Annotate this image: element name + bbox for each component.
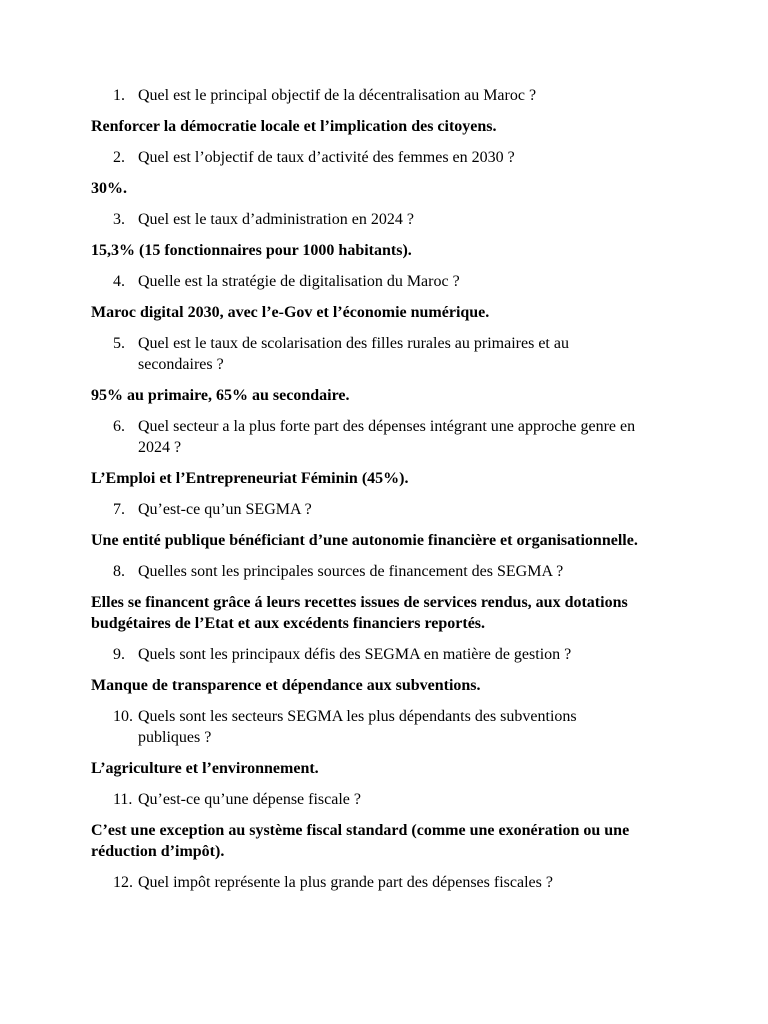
question-number: 3.	[113, 211, 125, 228]
answer-text: Une entité publique bénéficiant d’une autonomie financière et organisationnelle.	[91, 532, 638, 549]
answer-text: Manque de transparence et dépendance aux subventions.	[91, 677, 481, 694]
question-number: 9.	[113, 646, 125, 663]
question-text: Qu’est-ce qu’un SEGMA ?	[138, 501, 312, 518]
question-item	[91, 271, 638, 292]
question-item	[91, 644, 638, 665]
answer-text: Maroc digital 2030, avec l’e-Gov et l’économie numérique.	[91, 304, 490, 321]
question-item	[91, 85, 638, 106]
question-item	[91, 333, 638, 375]
question-text: Qu’est-ce qu’une dépense fiscale ?	[138, 791, 361, 808]
question-item	[91, 147, 638, 168]
question-text: Quel est l’objectif de taux d’activité des femmes en 2030 ?	[138, 149, 515, 166]
question-number: 2.	[113, 149, 125, 166]
answer-text: Elles se financent grâce á leurs recettes issues de services rendus, aux dotations budgétaires de l’Etat et aux excédents financiers reportés.	[91, 594, 628, 632]
question-item	[91, 499, 638, 520]
question-number: 10.	[113, 708, 133, 725]
answer-text: C’est une exception au système fiscal standard (comme une exonération ou une réduction d’impôt).	[91, 822, 630, 860]
question-number: 12.	[113, 874, 133, 891]
question-number: 1.	[113, 87, 125, 104]
question-item	[91, 416, 638, 458]
question-item	[91, 209, 638, 230]
question-text: Quels sont les principaux défis des SEGMA en matière de gestion ?	[138, 646, 572, 663]
question-item	[91, 561, 638, 582]
question-text: Quelle est la stratégie de digitalisation du Maroc ?	[138, 273, 460, 290]
answer-text: 15,3% (15 fonctionnaires pour 1000 habitants).	[91, 242, 412, 259]
question-text: Quel est le principal objectif de la décentralisation au Maroc ?	[138, 87, 537, 104]
answer-text: 95% au primaire, 65% au secondaire.	[91, 387, 350, 404]
question-text: Quels sont les secteurs SEGMA les plus dépendants des subventions publiques ?	[138, 708, 577, 746]
answer-text: L’Emploi et l’Entrepreneuriat Féminin (45%).	[91, 470, 409, 487]
question-text: Quel secteur a la plus forte part des dépenses intégrant une approche genre en 2024 ?	[138, 418, 636, 456]
question-number: 5.	[113, 335, 125, 352]
question-text: Quel est le taux de scolarisation des filles rurales au primaires et au secondaires ?	[138, 335, 569, 373]
answer-text: Renforcer la démocratie locale et l’implication des citoyens.	[91, 118, 497, 135]
answer-text: L’agriculture et l’environnement.	[91, 760, 319, 777]
answer-text: 30%.	[91, 180, 127, 197]
question-number: 8.	[113, 563, 125, 580]
question-number: 4.	[113, 273, 125, 290]
question-item	[91, 872, 638, 893]
question-text: Quel impôt représente la plus grande part des dépenses fiscales ?	[138, 874, 553, 891]
question-text: Quel est le taux d’administration en 2024 ?	[138, 211, 414, 228]
question-number: 6.	[113, 418, 125, 435]
question-text: Quelles sont les principales sources de financement des SEGMA ?	[138, 563, 564, 580]
question-item	[91, 706, 638, 748]
question-item	[91, 789, 638, 810]
qa-list	[91, 85, 681, 903]
question-number: 11.	[113, 791, 133, 808]
question-number: 7.	[113, 501, 125, 518]
